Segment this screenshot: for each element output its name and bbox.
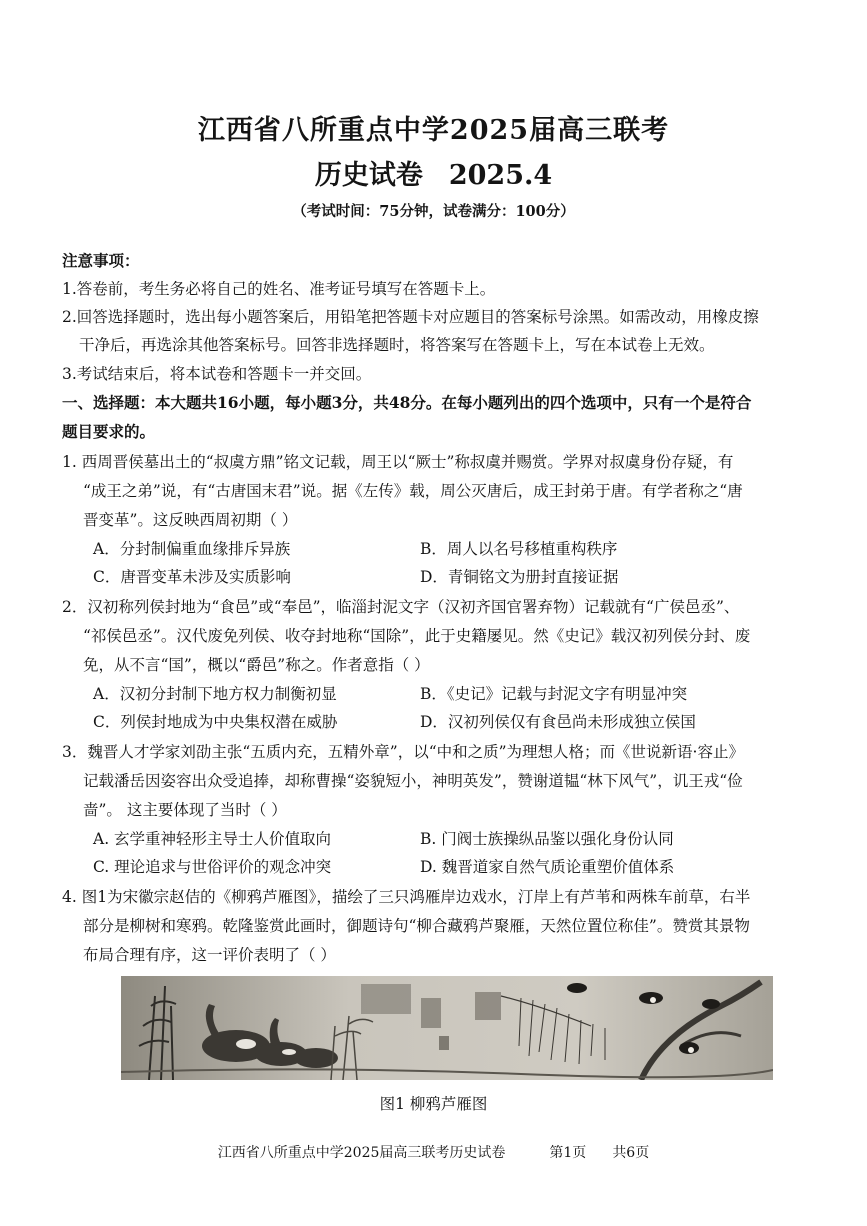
question-3-option-b: B. 门阀士族操纵品鉴以强化身份认同	[420, 830, 674, 848]
footer-page-number: 第1页	[549, 1145, 587, 1161]
section-heading-line-2: 题目要求的。	[62, 422, 156, 441]
footer-exam-name: 江西省八所重点中学2025届高三联考历史试卷	[217, 1145, 506, 1161]
question-2-line-1: 2．汉初称列侯封地为“食邑”或“奉邑”，临淄封泥文字（汉初齐国官署弃物）记载就有“广侯邑丞”、	[62, 598, 740, 616]
question-3-option-c: C. 理论追求与世俗评价的观念冲突	[93, 858, 332, 876]
exam-title: 江西省八所重点中学2025届高三联考	[197, 115, 670, 146]
question-2-option-c: C．列侯封地成为中央集权潜在威胁	[93, 713, 338, 731]
subject-line	[0, 157, 867, 195]
question-1-line-2: “成王之弟”说，有“古唐国末君”说。据《左传》载，周公灭唐后，成王封弟于唐。有学者称之“唐	[83, 482, 743, 500]
question-4-line-3: 布局合理有序，这一评价表明了（ ）	[83, 946, 336, 964]
note-2-line-1: 2.回答选择题时，选出每小题答案后，用铅笔把答题卡对应题目的答案标号涂黑。如需改动，用橡皮擦	[62, 308, 759, 326]
question-4-line-2: 部分是柳树和寒鸦。乾隆鉴赏此画时，御题诗句“柳合藏鸦芦聚雁，天然位置位称佳”。赞赏其景物	[83, 917, 750, 935]
question-1-option-c: C．唐晋变革未涉及实质影响	[93, 568, 291, 586]
question-4-line-1: 4. 图1为宋徽宗赵佶的《柳鸦芦雁图》，描绘了三只鸿雁岸边戏水，汀岸上有芦苇和两株车前草，右半	[62, 888, 751, 906]
painting-image	[121, 976, 773, 1080]
figure-caption: 图1 柳鸦芦雁图	[379, 1095, 488, 1113]
note-1: 1.答卷前，考生务必将自己的姓名、准考证号填写在答题卡上。	[62, 280, 496, 298]
question-2-option-b: B．《史记》记载与封泥文字有明显冲突	[420, 685, 688, 703]
question-2-line-3: 免，从不言“国”，概以“爵邑”称之。作者意指（ ）	[83, 656, 430, 674]
section-heading-line-1: 一、选择题：本大题共16小题，每小题3分，共48分。在每小题列出的四个选项中，只有一个是符合	[62, 393, 752, 412]
question-2-option-d: D．汉初列侯仅有食邑尚未形成独立侯国	[420, 713, 696, 731]
footer-total-pages: 共6页	[612, 1145, 650, 1161]
exam-info: （考试时间：75分钟，试卷满分：100分）	[292, 203, 575, 220]
exam-date: 2025.4	[448, 160, 553, 191]
question-3-line-2: 记载潘岳因姿容出众受追捧，却称曹操“姿貌短小，神明英发”，赞谢道韫“林下风气”，讥王戎“俭	[83, 772, 743, 790]
note-3: 3.考试结束后，将本试卷和答题卡一并交回。	[62, 365, 372, 383]
question-3-option-a: A. 玄学重神轻形主导士人价值取向	[93, 830, 332, 848]
question-2-line-2: “祁侯邑丞”。汉代废免列侯、收夺封地称“国除”，此于史籍屡见。然《史记》载汉初列侯分封、废	[83, 627, 751, 645]
question-2-option-a: A．汉初分封制下地方权力制衡初显	[93, 685, 337, 703]
question-3-line-1: 3．魏晋人才学家刘劭主张“五质内充，五精外章”，以“中和之质”为理想人格；而《世说新语·容止》	[62, 743, 744, 761]
question-3-option-d: D. 魏晋道家自然气质论重塑价值体系	[420, 858, 675, 876]
question-1-option-d: D．青铜铭文为册封直接证据	[420, 568, 619, 586]
subject-title: 历史试卷	[314, 160, 423, 191]
note-2-line-2: 干净后，再选涂其他答案标号。回答非选择题时，将答案写在答题卡上，写在本试卷上无效。	[79, 336, 715, 354]
page-footer	[0, 1143, 867, 1163]
question-1-option-b: B．周人以名号移植重构秩序	[420, 540, 618, 558]
question-1-line-1: 1. 西周晋侯墓出土的“叔虞方鼎”铭文记载，周王以“厥士”称叔虞并赐赏。学界对叔虞身份存疑，有	[62, 453, 734, 471]
question-3-line-3: 啬”。 这主要体现了当时（ ）	[83, 801, 287, 819]
question-1-option-a: A．分封制偏重血缘排斥异族	[93, 540, 291, 558]
question-1-line-3: 晋变革”。这反映西周初期（ ）	[83, 511, 298, 529]
notes-heading: 注意事项：	[62, 251, 140, 270]
